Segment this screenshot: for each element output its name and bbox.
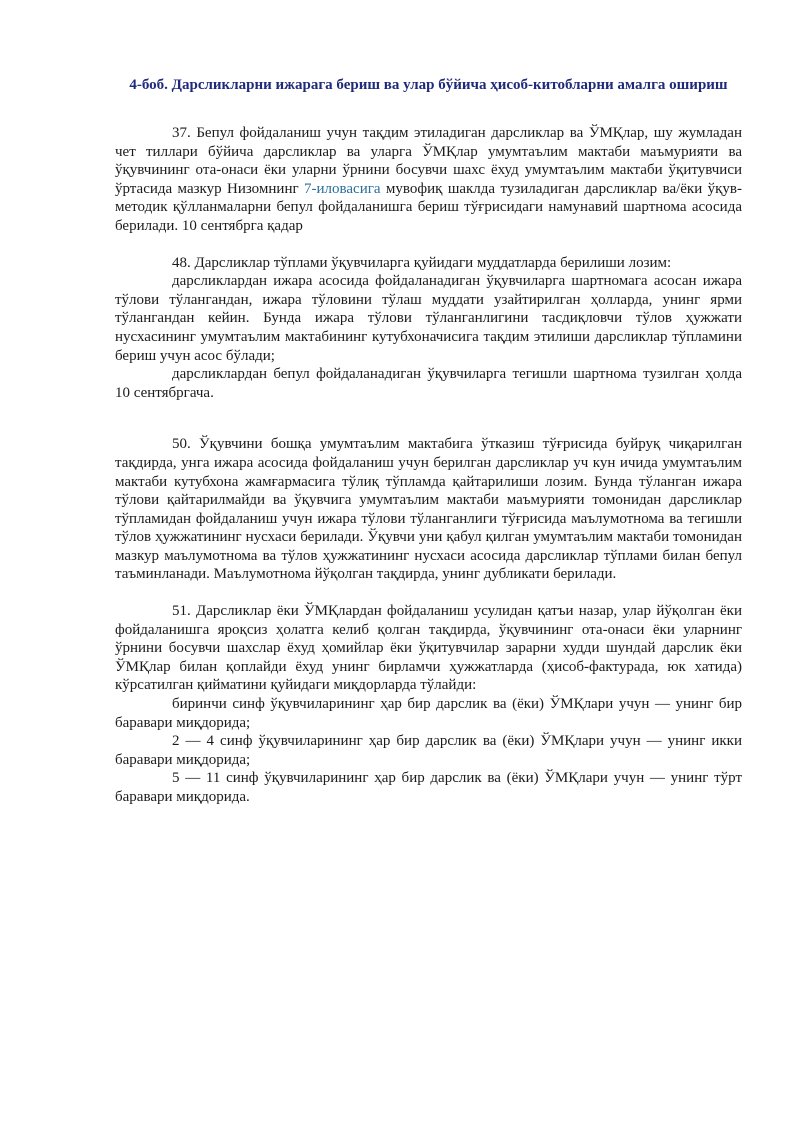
paragraph-51-line: 51. Дарсликлар ёки ЎМҚлардан фойдаланиш усулидан қатъи назар, улар йўқолган ёки фойдаланишга яроқсиз ҳолатга келиб қолган тақдирда, ўқувчининг ота-онаси ёки уларнинг ўрнини босувчи шахслар ёхуд ҳомийлар ёки ўқитувчилар зарарни худди шундай дарслик ёки ЎМҚлар билан қоплайди ёхуд унинг бирламчи ҳужжатларда (ҳисоб-фактурада, юк хатида) кўрсатилган қийматини қуйидаги миқдорларда тўлайди:: [115, 603, 742, 694]
paragraph-48-line: дарсликлардан ижара асосида фойдаланадиган ўқувчиларга шартномага асосан ижара тўлови тўлангандан, ижара тўловини тўлаш муддати узайтирилган ҳолларда, унинг ярми тўлангандан кейин. Бунда ижара тўлови тўланганлигини тасдиқловчи тўлов ҳужжати нусхасининг умумтаълим мактабининг кутубхоначисига тақдим этилиши дарсликлар тўпламини бериш учун асос бўлади;: [115, 273, 742, 364]
document-page: [115, 76, 742, 807]
paragraph-37-text: [115, 124, 742, 236]
paragraph-51-line: 2 — 4 синф ўқувчиларининг ҳар бир дарслик ва (ёки) ЎМҚлари учун — унинг икки баравари миқдорида;: [115, 733, 742, 768]
annex-7-link[interactable]: 7-иловасига: [304, 180, 381, 197]
paragraph-51-line: 5 — 11 синф ўқувчиларининг ҳар бир дарслик ва (ёки) ЎМҚлари учун — унинг тўрт баравари миқдорида.: [115, 770, 742, 805]
paragraph-48-line: 48. Дарсликлар тўплами ўқувчиларга қуйидаги муддатларда берилиши лозим:: [172, 254, 672, 271]
paragraph-37-after: мувофиқ шаклда тузиладиган дарсликлар ва/ёки ўқув-методик қўлланмаларни бепул фойдаланишга бериш тўғрисидаги намунавий шартнома асосида берилади. 10 сентябрга қадар: [115, 180, 742, 234]
paragraph-37: [115, 124, 742, 236]
paragraph-50: [115, 435, 742, 584]
paragraph-48-line: дарсликлардан бепул фойдаланадиган ўқувчиларга тегишли шартнома тузилган ҳолда 10 сентябргача.: [115, 366, 742, 401]
paragraph-50-text: 50. Ўқувчини бошқа умумтаълим мактабига ўтказиш тўғрисида буйруқ чиқарилган тақдирда, унга ижара асосида фойдаланиш учун берилган дарсликлар уч кун ичида умумтаълим мактаби кутубхона жамғармасига тўлиқ тўпламда қайтарилиши лозим. Бунда тўланган ижара тўлови қайтарилмайди ва ўқувчига умумтаълим мактаби маъмурияти томонидан дарсликлар тўпламидан фойдаланиш учун ижара тўлови тўланганлиги тўғрисида маълумотнома ва тегишли тўлов ҳужжатининг нусхаси берилади. Ўқувчи уни қабул қилган умумтаълим мактаби томонидан мазкур маълумотнома ва тўлов ҳужжатининг нусхаси асосида дарсликлар тўплами билан бепул таъминланади. Маълумотнома йўқолган тақдирда, унинг дубликати берилади.: [115, 436, 742, 583]
paragraph-37-before: 37. Бепул фойдаланиш учун тақдим этиладиган дарсликлар ва ЎМҚлар, шу жумладан чет тиллари бўйича дарсликлар ва уларга ЎМҚлар умумтаълим мактаби маъмурияти ва ўқувчининг ота-онаси ёки уларни ўрнини босувчи шахс ёхуд умумтаълим мактаби ўқитувчиси ўртасида мазкур Низомнинг: [115, 125, 742, 197]
paragraph-51-line: биринчи синф ўқувчиларининг ҳар бир дарслик ва (ёки) ЎМҚлари учун — унинг бир баравари миқдорида;: [115, 696, 742, 731]
paragraph-51: [115, 602, 742, 807]
chapter-title: 4-боб. Дарсликларни ижарага бериш ва улар бўйича ҳисоб-китобларни амалга ошириш: [129, 77, 728, 93]
paragraph-48: [115, 254, 742, 403]
